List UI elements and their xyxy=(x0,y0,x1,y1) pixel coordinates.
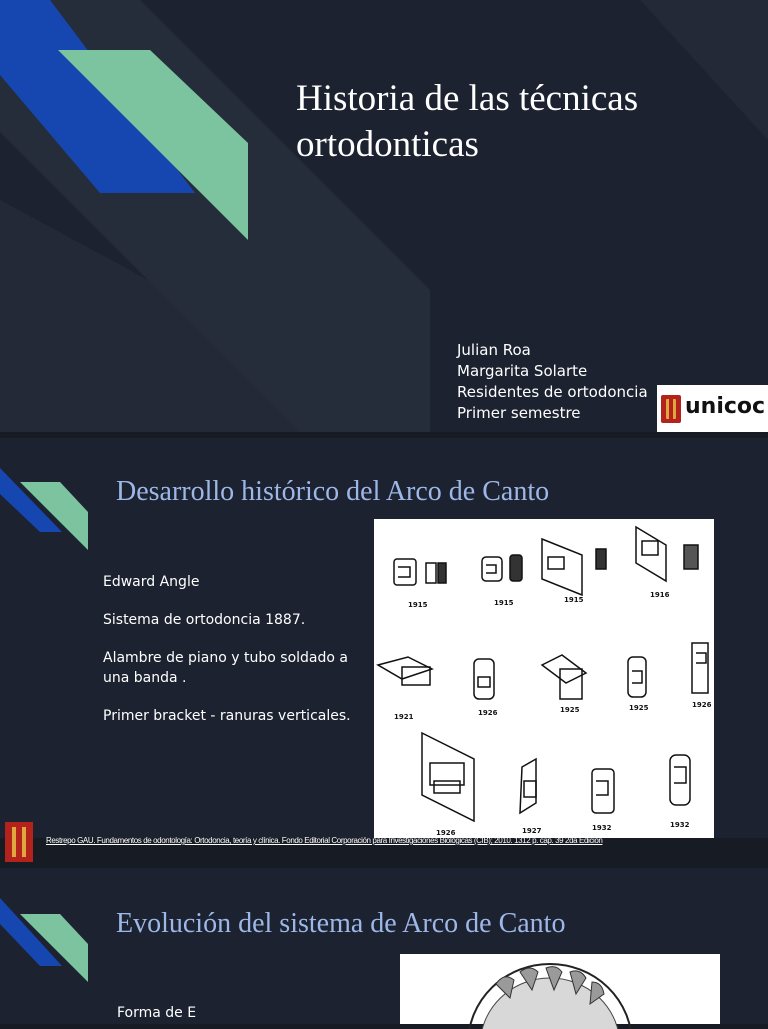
paragraph: Primer bracket - ranuras verticales. xyxy=(103,708,351,724)
slide-body: Forma de E xyxy=(117,1005,197,1021)
bracket-drawings xyxy=(374,519,714,838)
slide-title: Evolución del sistema de Arco de Canto xyxy=(116,908,566,939)
author-line: Margarita Solarte xyxy=(457,362,588,380)
author-line: Primer semestre xyxy=(457,404,581,422)
author-list xyxy=(457,340,648,424)
content-slide-arco-de-canto xyxy=(0,438,768,845)
year-label: 1926 xyxy=(436,829,456,837)
year-label: 1915 xyxy=(564,596,584,604)
year-label: 1925 xyxy=(629,704,649,712)
year-label: 1926 xyxy=(692,701,712,709)
unicoc-emblem-icon xyxy=(5,822,33,862)
logo-text: unicoc xyxy=(685,394,766,419)
citation-link[interactable]: Restrepo GAU. Fundamentos de odontología: Ortodoncia, teoría y clínica. Fondo Editorial Corporación para Investigaciones Biológicas (CIB); 2010. 1312 p. cap. 39 2da Edición xyxy=(46,836,603,845)
year-label: 1926 xyxy=(478,709,498,717)
dental-arch-figure xyxy=(400,954,720,1024)
year-label: 1915 xyxy=(494,599,514,607)
content-slide-evolucion xyxy=(0,868,768,1024)
year-label: 1915 xyxy=(408,601,428,609)
author-line: Residentes de ortodoncia xyxy=(457,383,648,401)
title-slide xyxy=(0,0,768,432)
decorative-corner xyxy=(0,438,120,558)
slide-body xyxy=(103,572,365,744)
author-line: Julian Roa xyxy=(457,341,531,359)
paragraph: Edward Angle xyxy=(103,574,200,590)
unicoc-logo xyxy=(657,385,768,432)
year-label: 1927 xyxy=(522,827,542,835)
unicoc-emblem-icon xyxy=(661,395,681,423)
slide-title: Desarrollo histórico del Arco de Canto xyxy=(116,476,550,507)
presentation-title: Historia de las técnicas ortodonticas xyxy=(296,78,639,165)
year-label: 1921 xyxy=(394,713,414,721)
year-label: 1916 xyxy=(650,591,670,599)
dental-arch-drawing xyxy=(400,954,720,1024)
paragraph: Sistema de ortodoncia 1887. xyxy=(103,612,306,628)
year-label: 1932 xyxy=(670,821,690,829)
paragraph: Alambre de piano y tubo soldado a una banda . xyxy=(103,650,348,686)
decorative-stripes xyxy=(0,0,768,432)
year-label: 1932 xyxy=(592,824,612,832)
year-label: 1925 xyxy=(560,706,580,714)
bracket-evolution-figure xyxy=(374,519,714,838)
decorative-corner xyxy=(0,868,120,988)
